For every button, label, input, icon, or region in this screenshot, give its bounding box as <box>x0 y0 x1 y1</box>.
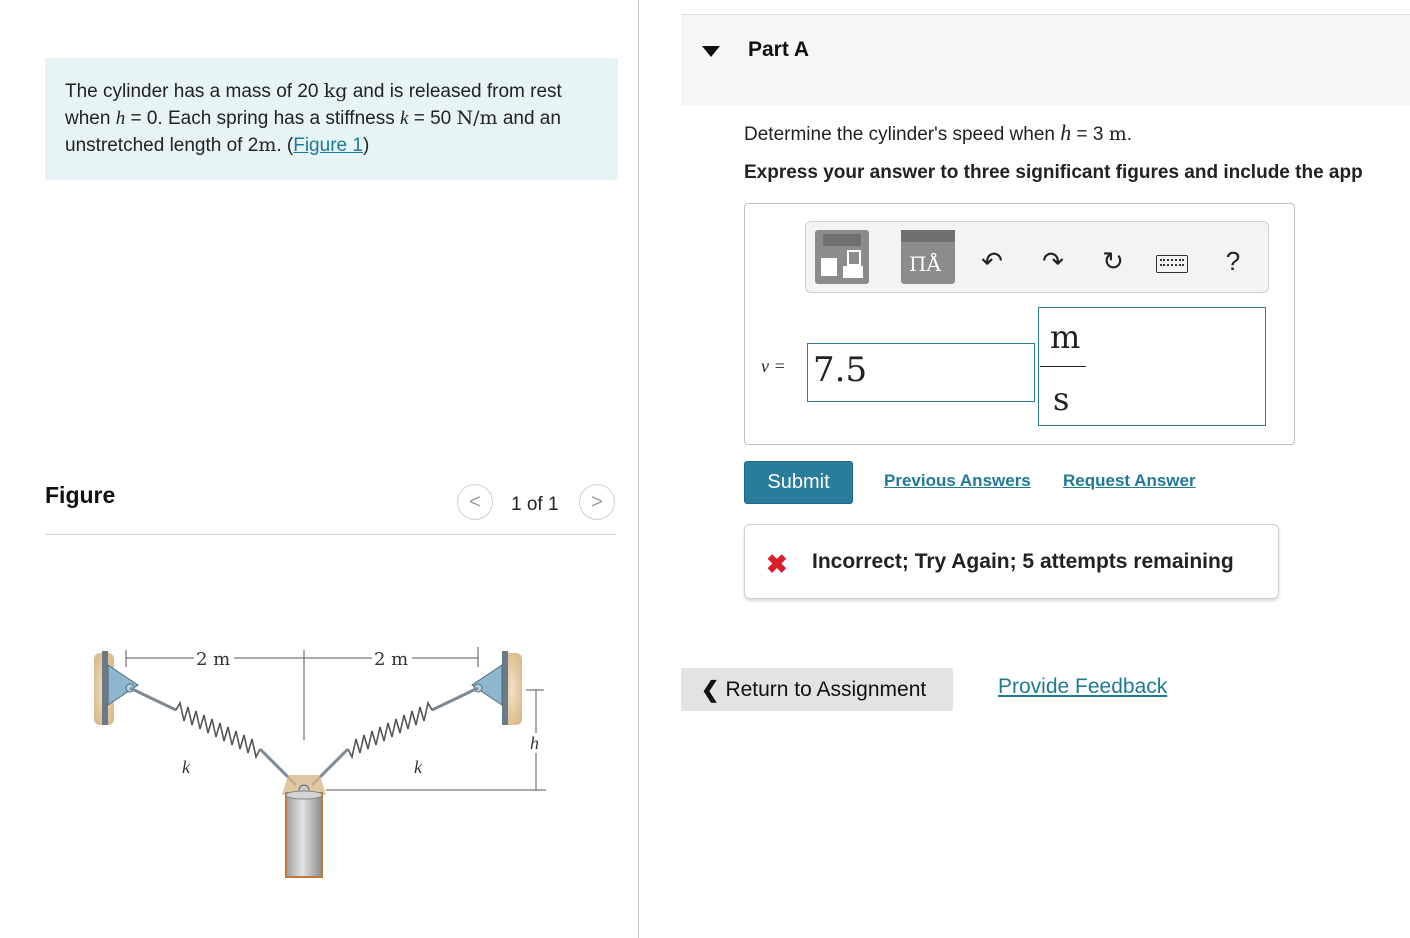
templates-bar-icon <box>823 234 861 246</box>
label-h: h <box>530 733 539 753</box>
help-icon[interactable]: ? <box>1225 246 1241 276</box>
units-button[interactable] <box>901 230 955 284</box>
left-bracket <box>108 665 138 705</box>
problem-text-7: ) <box>362 135 370 156</box>
left-mount-plate <box>102 651 108 725</box>
units-icon: ΠÅ <box>909 252 941 276</box>
incorrect-x-icon: ✖ <box>766 549 788 579</box>
problem-text-4: = 50 <box>413 108 452 129</box>
return-to-assignment-button[interactable] <box>681 668 953 711</box>
question-unit-m: m <box>1108 123 1127 145</box>
request-answer-link[interactable]: Request Answer <box>1063 471 1196 490</box>
templates-button[interactable] <box>815 230 869 284</box>
pager-next-button[interactable]: > <box>579 484 615 520</box>
dim-label-left: 2 m <box>196 649 231 670</box>
pager-text: 1 of 1 <box>511 494 559 515</box>
question-text-1: Determine the cylinder's speed when <box>744 124 1055 145</box>
undo-icon[interactable]: ↶ <box>981 246 1003 276</box>
dim-label-right: 2 m <box>374 649 409 670</box>
submit-button[interactable]: Submit <box>744 461 853 504</box>
feedback-text: Incorrect; Try Again; 5 attempts remaining <box>812 550 1234 573</box>
return-label: Return to Assignment <box>725 677 927 701</box>
templates-box-small-icon <box>847 250 861 266</box>
figure-link[interactable]: Figure 1 <box>293 135 363 156</box>
variable-label <box>761 356 786 377</box>
problem-text-3: = 0. Each spring has a stiffness <box>130 108 395 129</box>
templates-box-right-icon <box>843 266 863 278</box>
unit-n-per-m: N/m <box>456 107 498 129</box>
part-title: Part A <box>748 38 810 61</box>
right-mount-plate <box>502 651 508 725</box>
question-text <box>744 120 1132 146</box>
figure-title: Figure <box>45 482 116 508</box>
variable-k: k <box>399 108 409 129</box>
figure-divider <box>45 534 616 535</box>
chevron-left-icon: ❮ <box>701 676 720 702</box>
variable-label-text: v = <box>761 356 786 376</box>
problem-text-1: The cylinder has a mass of 20 <box>65 81 319 102</box>
cylinder-top <box>286 791 322 799</box>
keyboard-icon[interactable] <box>1156 255 1188 273</box>
unit-numerator: m <box>1050 318 1081 356</box>
unit-kg: kg <box>323 80 348 102</box>
left-rod-upper <box>130 688 176 710</box>
variable-h: h <box>115 108 126 129</box>
question-text-2: = 3 <box>1076 124 1104 145</box>
unit-denominator: s <box>1053 380 1070 418</box>
previous-answers-link[interactable]: Previous Answers <box>884 471 1031 490</box>
problem-text-6: . ( <box>276 135 294 156</box>
problem-text-5: and an unstretched length of 2 <box>65 108 561 156</box>
problem-text-2: and is released from rest when <box>65 81 562 129</box>
provide-feedback-link[interactable]: Provide Feedback <box>998 675 1168 698</box>
question-text-3: . <box>1126 124 1133 145</box>
units-bar-icon <box>901 230 955 242</box>
cylinder <box>286 793 322 877</box>
left-spring-coil <box>176 703 260 757</box>
reset-icon[interactable]: ↻ <box>1102 246 1124 276</box>
redo-icon[interactable]: ↷ <box>1042 246 1064 276</box>
answer-value-input[interactable]: 7.5 <box>807 343 1035 402</box>
collapse-caret-icon[interactable] <box>702 46 720 57</box>
label-k-right: k <box>414 757 422 777</box>
right-rod-upper <box>432 688 478 710</box>
problem-statement <box>45 58 618 180</box>
instruction-text: Express your answer to three significant figures and include the app <box>744 162 1363 183</box>
unit-m: m <box>258 134 277 156</box>
templates-box-left-icon <box>821 258 837 276</box>
keyboard-keys-row1 <box>1160 259 1184 263</box>
unit-fraction-bar <box>1040 366 1086 367</box>
pager-prev-button[interactable]: < <box>457 484 493 520</box>
label-k-left: k <box>182 757 190 777</box>
keyboard-keys-row2 <box>1160 264 1184 268</box>
cylinder-spring-figure <box>80 635 560 885</box>
question-variable-h: h <box>1060 120 1072 145</box>
panel-divider <box>638 0 639 938</box>
right-spring-coil <box>348 703 432 757</box>
